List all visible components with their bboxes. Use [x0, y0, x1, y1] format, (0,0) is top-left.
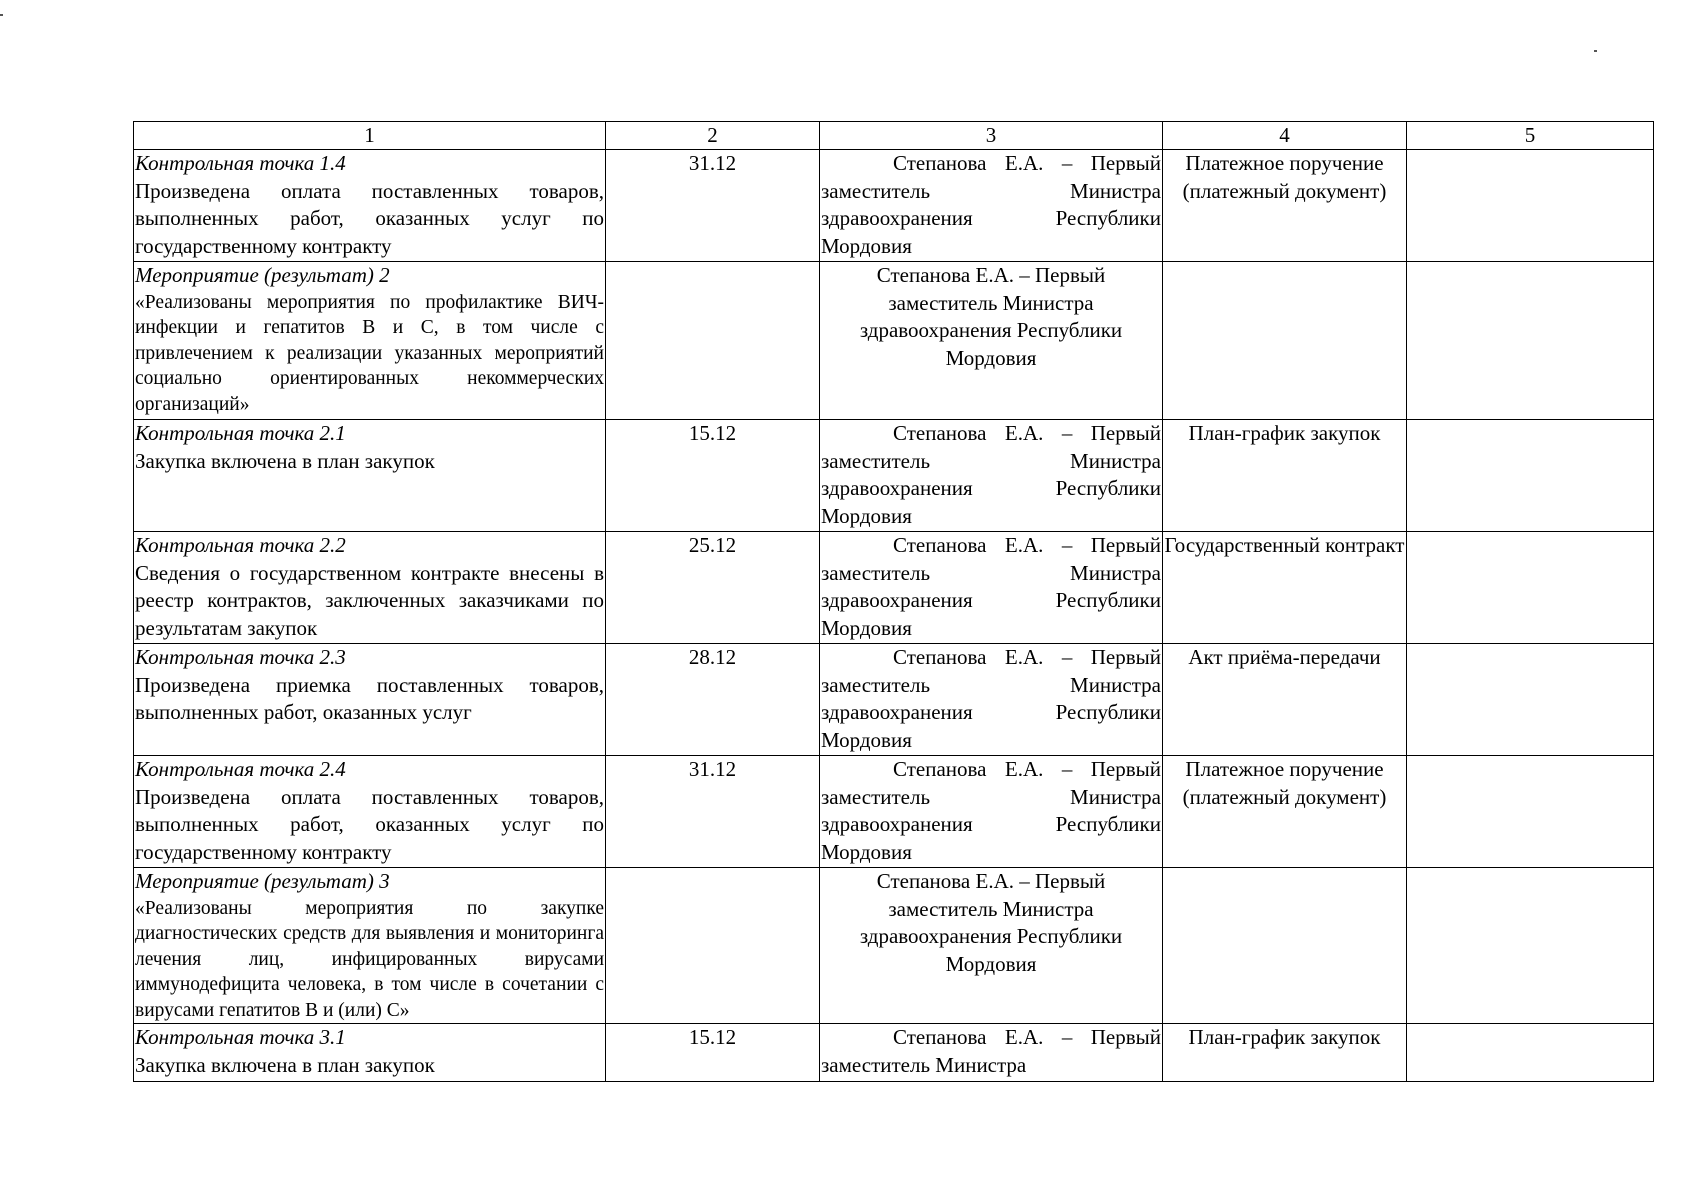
item-text: Закупка включена в план закупок [135, 1052, 435, 1077]
date-cell: 31.12 [606, 150, 820, 262]
date-cell [606, 262, 820, 420]
date-cell: 15.12 [606, 420, 820, 532]
item-title: Контрольная точка 2.4 [135, 757, 346, 781]
col5-cell [1407, 532, 1654, 644]
item-cell [134, 1024, 606, 1082]
item-text: Закупка включена в план закупок [135, 448, 435, 473]
document-cell: Платежное поручение (платежный документ) [1163, 150, 1407, 262]
item-text: Сведения о государственном контракте внесены в реестр контрактов, заключенных заказчиками по результатам закупок [135, 560, 604, 640]
item-title: Контрольная точка 2.3 [135, 645, 346, 669]
table-row [134, 644, 1654, 756]
date-cell [606, 868, 820, 1024]
scan-speck [1594, 50, 1597, 52]
col5-cell [1407, 756, 1654, 868]
document-cell [1163, 262, 1407, 420]
item-title: Контрольная точка 3.1 [135, 1025, 346, 1049]
responsible-cell: Степанова Е.А. – Первый заместитель Министра [820, 1024, 1163, 1082]
item-cell [134, 644, 606, 756]
table-row [134, 150, 1654, 262]
table-row [134, 868, 1654, 1024]
col5-cell [1407, 262, 1654, 420]
col5-cell [1407, 1024, 1654, 1082]
col5-cell [1407, 150, 1654, 262]
header-cell-5: 5 [1407, 122, 1654, 150]
document-cell: Акт приёма-передачи [1163, 644, 1407, 756]
col5-cell [1407, 420, 1654, 532]
responsible-cell: Степанова Е.А. – Первый заместитель Министра здравоохранения Республики Мордовия [820, 532, 1163, 644]
responsible-cell: Степанова Е.А. – Первый заместитель Министра здравоохранения Республики Мордовия [820, 756, 1163, 868]
responsible-cell: Степанова Е.А. – Первый заместитель Министра здравоохранения Республики Мордовия [820, 262, 1163, 420]
item-text: Произведена оплата поставленных товаров, выполненных работ, оказанных услуг по государственному контракту [135, 178, 604, 258]
item-title: Мероприятие (результат) 3 [135, 869, 390, 893]
responsible-cell: Степанова Е.А. – Первый заместитель Министра здравоохранения Республики Мордовия [820, 644, 1163, 756]
item-title: Мероприятие (результат) 2 [135, 263, 390, 287]
header-cell-4: 4 [1163, 122, 1407, 150]
item-cell [134, 532, 606, 644]
table-row [134, 262, 1654, 420]
table-row [134, 756, 1654, 868]
item-text: Произведена оплата поставленных товаров, выполненных работ, оказанных услуг по государственному контракту [135, 784, 604, 864]
table-row [134, 532, 1654, 644]
item-title: Контрольная точка 2.1 [135, 421, 346, 445]
item-title: Контрольная точка 2.2 [135, 533, 346, 557]
item-text: Произведена приемка поставленных товаров, выполненных работ, оказанных услуг [135, 672, 604, 724]
col5-cell [1407, 644, 1654, 756]
date-cell: 28.12 [606, 644, 820, 756]
header-cell-3: 3 [820, 122, 1163, 150]
header-cell-2: 2 [606, 122, 820, 150]
document-cell: План-график закупок [1163, 1024, 1407, 1082]
responsible-cell: Степанова Е.А. – Первый заместитель Министра здравоохранения Республики Мордовия [820, 150, 1163, 262]
col5-cell [1407, 868, 1654, 1024]
item-cell [134, 420, 606, 532]
item-text: «Реализованы мероприятия по закупке диагностических средств для выявления и мониторинга лечения лиц, инфицированных вирусами иммунодефицита человека, в том числе в сочетании с вирусами гепатитов В и (или) С» [135, 897, 604, 1021]
header-cell-1: 1 [134, 122, 606, 150]
plan-table [133, 121, 1654, 1082]
item-cell [134, 150, 606, 262]
table-row [134, 1024, 1654, 1082]
responsible-cell: Степанова Е.А. – Первый заместитель Министра здравоохранения Республики Мордовия [820, 420, 1163, 532]
document-cell: Государственный контракт [1163, 532, 1407, 644]
responsible-cell: Степанова Е.А. – Первый заместитель Министра здравоохранения Республики Мордовия [820, 868, 1163, 1024]
date-cell: 25.12 [606, 532, 820, 644]
document-cell: План-график закупок [1163, 420, 1407, 532]
document-cell [1163, 868, 1407, 1024]
item-cell [134, 756, 606, 868]
header-row [134, 122, 1654, 150]
date-cell: 15.12 [606, 1024, 820, 1082]
item-cell [134, 262, 606, 420]
item-cell [134, 868, 606, 1024]
table-row [134, 420, 1654, 532]
scan-speck [0, 14, 3, 16]
item-text: «Реализованы мероприятия по профилактике ВИЧ-инфекции и гепатитов В и С, в том числе с привлечением к реализации указанных мероприятий социально ориентированных некоммерческих организаций» [135, 291, 604, 415]
document-cell: Платежное поручение (платежный документ) [1163, 756, 1407, 868]
date-cell: 31.12 [606, 756, 820, 868]
item-title: Контрольная точка 1.4 [135, 151, 346, 175]
